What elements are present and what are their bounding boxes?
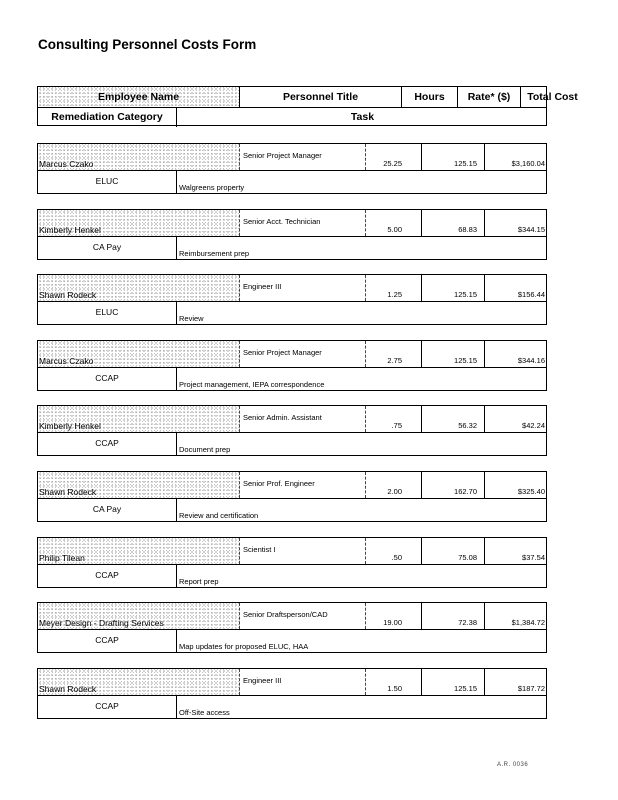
employee-name-cell[interactable] <box>38 144 240 170</box>
entry-top-row <box>38 603 546 630</box>
task-cell[interactable] <box>177 629 548 653</box>
total-cost-cell[interactable] <box>485 341 548 367</box>
remediation-category-cell[interactable] <box>38 236 177 260</box>
total-cost-cell[interactable] <box>485 144 548 170</box>
task-description: Report prep <box>179 576 219 586</box>
entry-block <box>37 537 547 588</box>
personnel-title: Senior Draftsperson/CAD <box>243 610 328 620</box>
entry-bottom-row <box>38 629 546 653</box>
employee-name-cell[interactable] <box>38 275 240 301</box>
rate-value: 125.15 <box>454 683 477 693</box>
hours-cell[interactable] <box>366 538 422 564</box>
task-description: Walgreens property <box>179 183 245 192</box>
entry-bottom-row <box>38 236 546 260</box>
entry-block <box>37 209 547 260</box>
header-remediation-category: Remediation Category <box>38 107 177 127</box>
employee-name: Shawn Rodeck <box>39 290 97 301</box>
personnel-title: Senior Admin. Assistant <box>243 413 322 423</box>
header-task: Task <box>350 111 375 123</box>
total-cost-value: $1,384.72 <box>511 618 545 628</box>
rate-value: 125.15 <box>454 290 477 300</box>
task-cell[interactable] <box>177 367 548 391</box>
hours-cell[interactable] <box>366 406 422 432</box>
total-cost-value: $42.24 <box>522 421 545 431</box>
task-description: Project management, IEPA correspondence <box>179 379 325 389</box>
task-cell[interactable] <box>177 301 548 325</box>
hours-cell[interactable] <box>366 275 422 301</box>
entry-top-row <box>38 341 546 368</box>
personnel-title-cell[interactable] <box>240 472 366 498</box>
remediation-category: CA Pay <box>92 241 122 252</box>
task-cell[interactable] <box>177 498 548 522</box>
rate-value: 162.70 <box>454 487 477 496</box>
hours-cell[interactable] <box>366 603 422 629</box>
entry-bottom-row <box>38 301 546 325</box>
employee-name: Marcus Czako <box>39 159 94 169</box>
employee-name: Shawn Rodeck <box>39 683 97 694</box>
rate-value: 125.15 <box>454 355 477 365</box>
task-cell[interactable] <box>177 695 548 719</box>
task-cell[interactable] <box>177 432 548 456</box>
page-stamp: A.R. 0036 <box>497 762 529 768</box>
entry-block <box>37 405 547 456</box>
entry-block <box>37 668 547 719</box>
remediation-category-cell[interactable] <box>38 564 177 588</box>
entry-top-row <box>38 669 546 696</box>
hours-value: 2.00 <box>387 487 402 496</box>
remediation-category: CCAP <box>95 635 119 646</box>
employee-name-cell[interactable] <box>38 210 240 236</box>
remediation-category-cell[interactable] <box>38 170 177 194</box>
remediation-category-cell[interactable] <box>38 695 177 719</box>
remediation-category: CA Pay <box>92 504 122 514</box>
form-title: Consulting Personnel Costs Form <box>38 37 257 52</box>
personnel-title: Engineer III <box>243 282 282 292</box>
total-cost-cell[interactable] <box>485 603 548 629</box>
employee-name: Meyer Design - Drafting Services <box>39 618 164 629</box>
entry-bottom-row <box>38 564 546 588</box>
personnel-title-cell[interactable] <box>240 669 366 695</box>
total-cost-cell[interactable] <box>485 472 548 498</box>
rate-cell[interactable] <box>422 406 485 432</box>
header-employee-name: Employee Name <box>38 87 240 107</box>
hours-value: 1.50 <box>387 683 402 693</box>
rate-cell[interactable] <box>422 603 485 629</box>
total-cost-value: $325.40 <box>517 487 545 496</box>
employee-name: Shawn Rodeck <box>39 487 97 497</box>
rate-value: 68.83 <box>458 224 477 234</box>
remediation-category: CCAP <box>95 438 119 449</box>
rate-cell[interactable] <box>422 144 485 170</box>
personnel-title-cell[interactable] <box>240 538 366 564</box>
rate-value: 75.08 <box>458 552 477 562</box>
rate-cell[interactable] <box>422 472 485 498</box>
personnel-title: Senior Project Manager <box>243 151 322 160</box>
hours-cell[interactable] <box>366 210 422 236</box>
total-cost-cell[interactable] <box>485 210 548 236</box>
entry-block <box>37 274 547 325</box>
header-row-2 <box>38 107 546 127</box>
personnel-title-cell[interactable] <box>240 210 366 236</box>
task-description: Map updates for proposed ELUC, HAA <box>179 642 309 652</box>
task-cell[interactable] <box>177 564 548 588</box>
remediation-category: CCAP <box>95 372 119 383</box>
employee-name: Marcus Czako <box>39 355 94 366</box>
entry-top-row <box>38 538 546 565</box>
entry-bottom-row <box>38 367 546 391</box>
total-cost-value: $187.72 <box>517 683 545 693</box>
remediation-category-cell[interactable] <box>38 367 177 391</box>
personnel-title: Engineer III <box>243 675 282 685</box>
total-cost-cell[interactable] <box>485 406 548 432</box>
total-cost-cell[interactable] <box>485 275 548 301</box>
personnel-title-cell[interactable] <box>240 144 366 170</box>
hours-cell[interactable] <box>366 472 422 498</box>
header-row-1 <box>38 87 578 108</box>
rate-cell[interactable] <box>422 669 485 695</box>
hours-value: 5.00 <box>387 224 402 234</box>
remediation-category: CCAP <box>95 700 119 711</box>
header-hours: Hours <box>402 87 458 107</box>
employee-name: Kimberly Henkel <box>39 421 101 432</box>
entry-block <box>37 471 547 522</box>
personnel-title-cell[interactable] <box>240 275 366 301</box>
hours-value: 19.00 <box>383 618 402 628</box>
total-cost-value: $344.16 <box>517 355 545 365</box>
personnel-title: Senior Project Manager <box>243 347 322 357</box>
remediation-category-cell[interactable] <box>38 498 177 522</box>
header-rate: Rate* ($) <box>458 87 521 107</box>
header-table <box>37 86 578 126</box>
entry-bottom-row <box>38 432 546 456</box>
employee-name-cell[interactable] <box>38 341 240 367</box>
remediation-category-cell[interactable] <box>38 432 177 456</box>
entry-block <box>37 143 547 194</box>
remediation-category-cell[interactable] <box>38 629 177 653</box>
task-description: Reimbursement prep <box>179 248 250 258</box>
employee-name-cell[interactable] <box>38 538 240 564</box>
total-cost-value: $156.44 <box>517 290 545 300</box>
personnel-title-cell[interactable] <box>240 603 366 629</box>
entry-top-row <box>38 275 546 302</box>
hours-value: 1.25 <box>387 290 402 300</box>
personnel-title-cell[interactable] <box>240 341 366 367</box>
hours-value: 2.75 <box>387 355 402 365</box>
hours-value: .50 <box>391 552 402 562</box>
hours-value: .75 <box>391 421 402 431</box>
task-description: Review <box>179 314 204 324</box>
employee-name: Kimberly Henkel <box>39 224 101 235</box>
hours-cell[interactable] <box>366 341 422 367</box>
entry-bottom-row <box>38 695 546 719</box>
remediation-category: ELUC <box>95 176 119 186</box>
employee-name-cell[interactable] <box>38 603 240 629</box>
hours-value: 25.25 <box>383 159 402 168</box>
entry-top-row <box>38 210 546 237</box>
employee-name-cell[interactable] <box>38 472 240 498</box>
personnel-title: Senior Prof. Engineer <box>243 479 315 488</box>
header-total-cost: Total Cost <box>527 91 578 103</box>
task-description: Document prep <box>179 445 231 455</box>
employee-name-cell[interactable] <box>38 406 240 432</box>
task-cell[interactable] <box>177 236 548 260</box>
entry-block <box>37 340 547 391</box>
employee-name: Philip Tilean <box>39 552 85 563</box>
employee-name-cell[interactable] <box>38 669 240 695</box>
rate-cell[interactable] <box>422 341 485 367</box>
remediation-category: ELUC <box>95 307 119 318</box>
entry-top-row <box>38 406 546 433</box>
task-description: Off-Site access <box>179 707 230 717</box>
entry-top-row <box>38 472 546 499</box>
entry-block <box>37 602 547 653</box>
task-description: Review and certification <box>179 511 259 520</box>
entry-bottom-row <box>38 170 546 194</box>
personnel-title: Senior Acct. Technician <box>243 216 321 226</box>
total-cost-value: $344.15 <box>517 224 545 234</box>
hours-cell[interactable] <box>366 144 422 170</box>
rate-cell[interactable] <box>422 275 485 301</box>
personnel-title-cell[interactable] <box>240 406 366 432</box>
rate-value: 56.32 <box>458 421 477 431</box>
total-cost-cell[interactable] <box>485 669 548 695</box>
rate-value: 125.15 <box>454 159 477 168</box>
rate-cell[interactable] <box>422 210 485 236</box>
rate-value: 72.38 <box>458 618 477 628</box>
rate-cell[interactable] <box>422 538 485 564</box>
entry-top-row <box>38 144 546 171</box>
total-cost-value: $3,160.04 <box>511 159 545 168</box>
entry-bottom-row <box>38 498 546 522</box>
remediation-category-cell[interactable] <box>38 301 177 325</box>
hours-cell[interactable] <box>366 669 422 695</box>
remediation-category: CCAP <box>95 569 119 580</box>
personnel-title: Scientist I <box>243 544 276 554</box>
total-cost-value: $37.54 <box>522 552 545 562</box>
header-personnel-title: Personnel Title <box>240 87 402 107</box>
task-cell[interactable] <box>177 170 548 194</box>
total-cost-cell[interactable] <box>485 538 548 564</box>
